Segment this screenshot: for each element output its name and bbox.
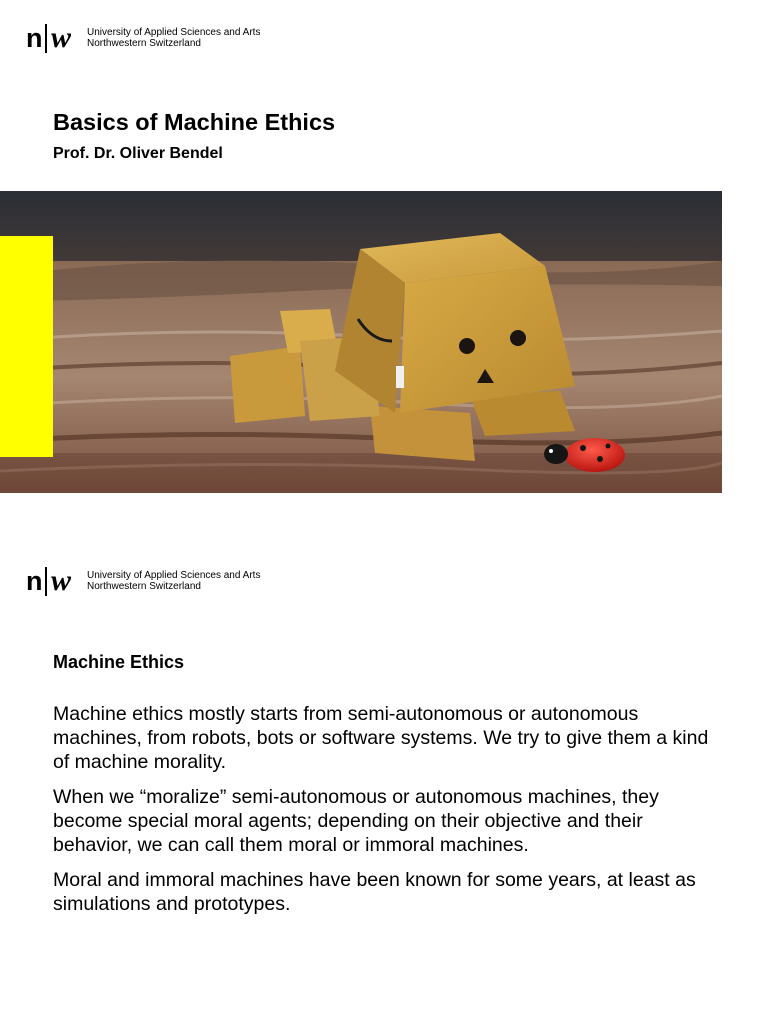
hero-image — [0, 191, 722, 493]
paragraph-3: Moral and immoral machines have been known for some years, at least as simulations and prototypes. — [53, 869, 696, 915]
logo-letter-n-second: n — [26, 566, 42, 596]
page-title: Basics of Machine Ethics — [53, 109, 336, 135]
logo-divider-second — [45, 567, 47, 596]
author-name: Prof. Dr. Oliver Bendel — [53, 145, 223, 162]
paragraph-1: Machine ethics mostly starts from semi-autonomous or autonomous machines, from robots, bots or software systems. We try to give them a kind of machine morality. — [53, 703, 709, 773]
institution-name-line2-second: Northwestern Switzerland — [87, 581, 201, 592]
logo-letter-w: w — [51, 21, 72, 54]
section-heading: Machine Ethics — [53, 652, 185, 672]
institution-name-line2: Northwestern Switzerland — [87, 38, 201, 49]
fhnw-logo-mark-second — [26, 566, 71, 596]
institution-logo — [26, 23, 260, 53]
institution-logo-second — [26, 566, 260, 596]
institution-name-line1-second: University of Applied Sciences and Arts — [87, 569, 261, 581]
institution-name — [87, 27, 260, 50]
logo-divider — [45, 24, 47, 53]
accent-bar — [0, 236, 53, 457]
paragraph-2: When we “moralize” semi-autonomous or autonomous machines, they become special moral agents; depending on their objective and their behavior, we can call them moral or immoral machines. — [53, 786, 659, 856]
institution-name-line1: University of Applied Sciences and Arts — [87, 26, 261, 38]
logo-letter-w-second: w — [51, 564, 72, 597]
logo-letter-n: n — [26, 23, 42, 53]
institution-name-second — [87, 570, 260, 593]
cardboard-robot-with-ladybug-photo-icon — [0, 191, 722, 493]
fhnw-logo-mark — [26, 23, 71, 53]
